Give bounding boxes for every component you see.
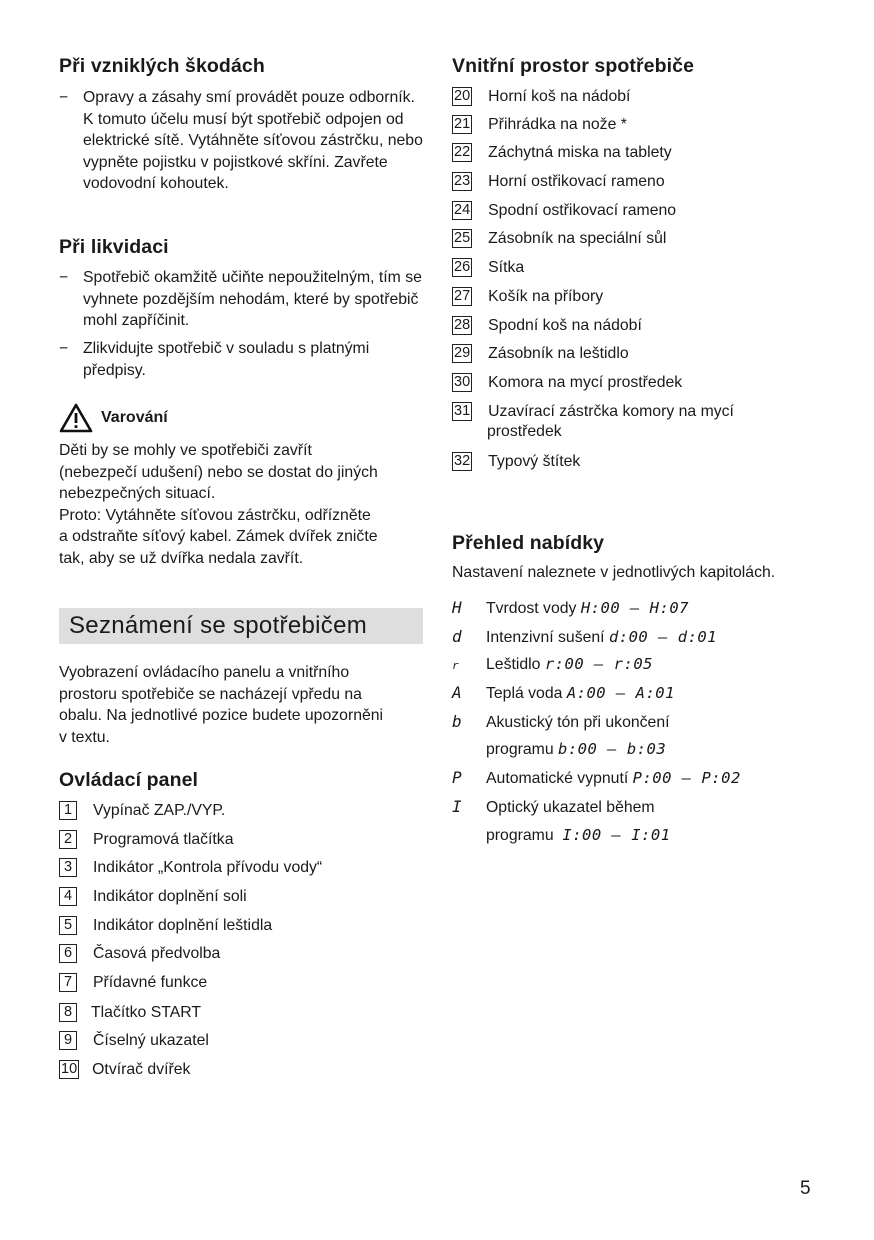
control-item: 2 Programová tlačítka: [59, 830, 233, 849]
interior-item: 32 Typový štítek: [454, 452, 581, 470]
menu-row-hot-water: A Teplá voda A:00 – A:01: [452, 683, 675, 702]
menu-row-water-hardness: H Tvrdost vody H:00 – H:07: [452, 598, 689, 617]
page-number: 5: [800, 1178, 811, 1199]
interior-item: 31 Uzavírací zástrčka komory na mycí: [454, 402, 734, 420]
interior-item-continuation: prostředek: [487, 423, 562, 440]
control-panel-heading: Ovládací panel: [59, 769, 199, 791]
interior-item: 29 Zásobník na leštidlo: [454, 344, 629, 362]
interior-item: 21 Přihrádka na nože *: [454, 115, 627, 133]
interior-item: 30 Komora na mycí prostředek: [454, 373, 683, 391]
control-item: 4 Indikátor doplnění soli: [59, 887, 247, 906]
menu-row-rinse-aid: r Leštidlo r:00 – r:05: [452, 655, 653, 673]
interior-item: 20 Horní koš na nádobí: [454, 87, 631, 105]
section-banner: Seznámení se spotřebičem: [59, 608, 423, 644]
control-item: 3 Indikátor „Kontrola přívodu vody“: [59, 858, 322, 877]
damage-heading: Při vzniklých škodách: [59, 55, 265, 77]
control-item: 6 Časová předvolba: [59, 944, 220, 963]
warning-triangle-icon: [59, 403, 93, 433]
interior-item: 27 Košík na příbory: [454, 287, 604, 305]
control-item: 9 Číselný ukazatel: [59, 1031, 209, 1050]
control-item: 7 Přídavné funkce: [59, 973, 207, 992]
disposal-bullet-2: − Zlikvidujte spotřebič v souladu s platnými předpisy.: [59, 340, 370, 379]
control-item: 1 Vypínač ZAP./VYP.: [59, 801, 225, 820]
disposal-bullet-1: − Spotřebič okamžitě učiňte nepoužitelným, tím se vyhnete pozdějším nehodám, které by spotřebič mohl zapříčinit.: [59, 269, 422, 329]
control-item: 8 Tlačítko START: [59, 1003, 201, 1022]
warning-title: Varování: [59, 403, 168, 433]
interior-item: 22 Záchytná miska na tablety: [454, 143, 672, 161]
menu-heading: Přehled nabídky: [452, 532, 605, 554]
menu-row-auto-off: P Automatické vypnutí P:00 – P:02: [452, 768, 741, 787]
menu-row-intensive-drying: d Intenzivní sušení d:00 – d:01: [452, 627, 718, 646]
warning-text: Děti by se mohly ve spotřebiči zavřít (nebezpečí udušení) nebo se dostat do jiných nebezpečných situací. Proto: Vytáhněte síťovou zástrčku, odřízněte a odstraňte síťový kabel. Zámek dvířek zničte tak, aby se už dvířka nedala zavřít.: [59, 442, 378, 567]
menu-row-acoustic-signal: b Akustický tón při ukončení: [452, 712, 670, 731]
menu-row-optical-indicator-cont: programu I:00 – I:01: [486, 826, 671, 844]
menu-subtitle: Nastavení naleznete v jednotlivých kapitolách.: [452, 564, 776, 581]
interior-item: 23 Horní ostřikovací rameno: [454, 172, 665, 190]
interior-heading: Vnitřní prostor spotřebiče: [452, 55, 695, 77]
control-item: 10 Otvírač dvířek: [61, 1060, 191, 1078]
control-item: 5 Indikátor doplnění leštidla: [59, 916, 272, 935]
intro-text: Vyobrazení ovládacího panelu a vnitřního prostoru spotřebiče se nacházejí vpředu na obalu. Na jednotlivé pozice budete upozorněni v textu.: [59, 664, 384, 746]
menu-row-acoustic-signal-cont: programu b:00 – b:03: [486, 740, 667, 758]
interior-item: 24 Spodní ostřikovací rameno: [454, 201, 677, 219]
interior-item: 28 Spodní koš na nádobí: [454, 316, 642, 334]
interior-item: 26 Sítka: [454, 258, 525, 276]
damage-bullet: − Opravy a zásahy smí provádět pouze odborník. K tomuto účelu musí být spotřebič odpojen od elektrické sítě. Vytáhněte síťovou zástrčku, nebo vypněte pojistku v pojistkové skříni. Zavřete vodovodní kohoutek.: [59, 89, 423, 192]
menu-row-optical-indicator: I Optický ukazatel během: [452, 797, 655, 816]
disposal-heading: Při likvidaci: [59, 236, 169, 258]
interior-item: 25 Zásobník na speciální sůl: [454, 229, 667, 247]
